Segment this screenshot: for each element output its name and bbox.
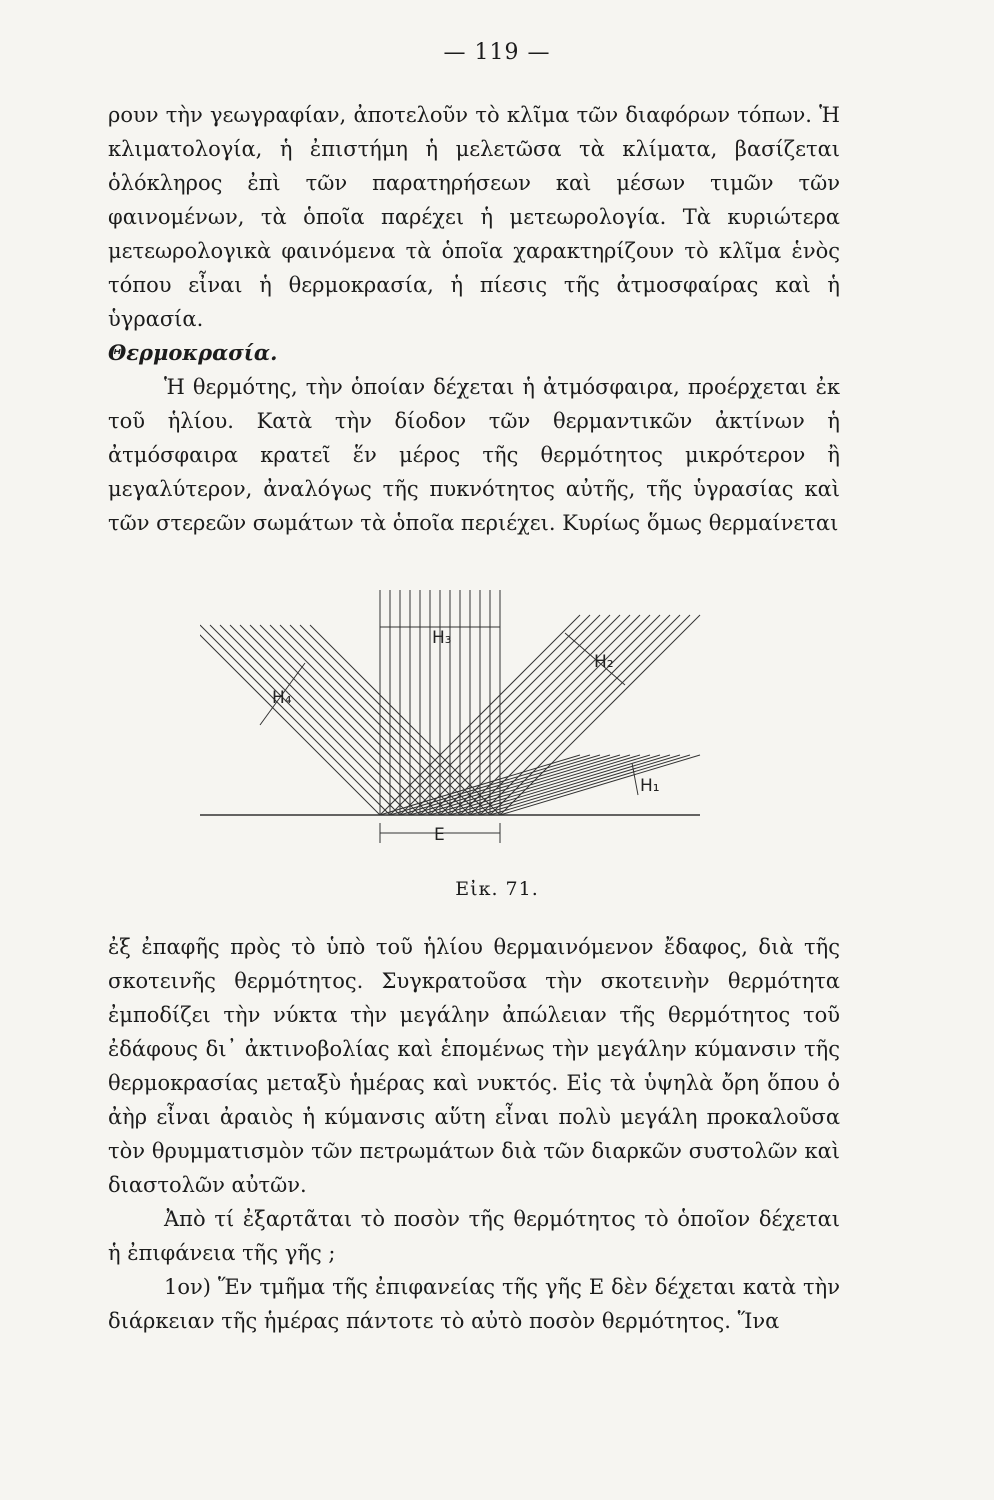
ray-diagonal-left <box>310 625 500 815</box>
label-h1: H₁ <box>640 776 660 796</box>
ray-bundle-h4 <box>200 625 500 815</box>
ray-diagonal-left <box>210 625 400 815</box>
ray-diagonal-left <box>260 625 450 815</box>
paragraph-heat: Ἡ θερμότης, τὴν ὁποίαν δέχεται ἡ ἀτμόσφαιρα, προέρχεται ἐκ τοῦ ἡλίου. Κατὰ τὴν δίοδον τῶν θερμαντικῶν ἀκτίνων ἡ ἀτμόσφαιρα κρατεῖ ἕν μέρος τῆς θερμότητος μικρότερον ἢ μεγαλύτερον, ἀναλόγως τῆς πυκνότητος αὐτῆς, τῆς ὑγρασίας καὶ τῶν στερεῶν σωμάτων τὰ ὁποῖα περιέχει. Κυρίως ὅμως θερμαίνεται <box>108 375 840 535</box>
ray-diagonal-left <box>270 625 460 815</box>
label-h2: H₂ <box>594 652 614 672</box>
paragraph-question: Ἀπὸ τί ἐξαρτᾶται τὸ ποσὸν τῆς θερμότητος τὸ ὁποῖον δέχεται ἡ ἐπιφάνεια τῆς γῆς ; <box>108 1207 840 1265</box>
label-h3: H₃ <box>432 628 452 648</box>
figure-caption: Εἰκ. 71. <box>455 878 539 900</box>
ray-diagonal-left <box>250 625 440 815</box>
paragraph-contact-heating: ἐξ ἐπαφῆς πρὸς τὸ ὑπὸ τοῦ ἡλίου θερμαινόμενον ἔδαφος, διὰ τῆς σκοτεινῆς θερμότητος. Συγκρατοῦσα τὴν σκοτεινὴν θερμότητα ἐμποδίζει τὴν νύκτα τὴν μεγάλην ἀπώλειαν τῆς θερμότητος τοῦ ἐδάφους δι᾽ ἀκτινοβολίας καὶ ἑπομένως τὴν μεγάλην κύμανσιν τῆς θερμοκρασίας μεταξὺ ἡμέρας καὶ νυκτός. Εἰς τὰ ὑψηλὰ ὄρη ὅπου ὁ ἀὴρ εἶναι ἀραιὸς ἡ κύμανσις αὕτη εἶναι πολὺ μεγάλη προκαλοῦσα τὸν θρυμματισμὸν τῶν πετρωμάτων διὰ τῶν διαρκῶν συστολῶν καὶ διαστολῶν αὐτῶν. <box>108 935 840 1197</box>
bottom-text-block <box>108 930 840 1338</box>
section-heading-temperature: Θερμοκρασία. <box>108 340 278 365</box>
paragraph-climatology: ρουν τὴν γεωγραφίαν, ἀποτελοῦν τὸ κλῖμα τῶν διαφόρων τόπων. Ἡ κλιματολογία, ἡ ἐπιστήμη ἡ μελετῶσα τὰ κλίματα, βασίζεται ὁλόκληρος ἐπὶ τῶν παρατηρήσεων καὶ μέσων τιμῶν τῶν φαινομένων, τὰ ὁποῖα παρέχει ἡ μετεωρολογία. Τὰ κυριώτερα μετεωρολογικὰ φαινόμενα τὰ ὁποῖα χαρακτηρίζουν τὸ κλῖμα ἑνὸς τόπου εἶναι ἡ θερμοκρασία, ἡ πίεσις τῆς ἀτμοσφαίρας καὶ ἡ ὑγρασία. <box>108 103 840 331</box>
label-e: E <box>434 825 445 845</box>
ray-diagonal-left <box>230 625 420 815</box>
ray-bundle-h3 <box>380 590 500 815</box>
page-number: — 119 — <box>443 40 551 65</box>
label-h4: H₄ <box>272 688 292 708</box>
ray-diagonal-left <box>220 625 410 815</box>
top-text-block <box>108 98 840 540</box>
figure-sun-rays-diagram <box>200 585 720 855</box>
ray-diagonal-left <box>240 625 430 815</box>
ray-diagonal-left <box>290 625 480 815</box>
ray-diagonal-left <box>300 625 490 815</box>
ray-diagonal-left <box>200 625 380 815</box>
ray-diagonal-left <box>200 625 390 815</box>
paragraph-point-one: 1ον) Ἕν τμῆμα τῆς ἐπιφανείας τῆς γῆς Ε δὲν δέχεται κατὰ τὴν διάρκειαν τῆς ἡμέρας πάντοτε τὸ αὐτὸ ποσὸν θερμότητος. Ἵνα <box>108 1275 840 1333</box>
ray-diagonal-left <box>280 625 470 815</box>
